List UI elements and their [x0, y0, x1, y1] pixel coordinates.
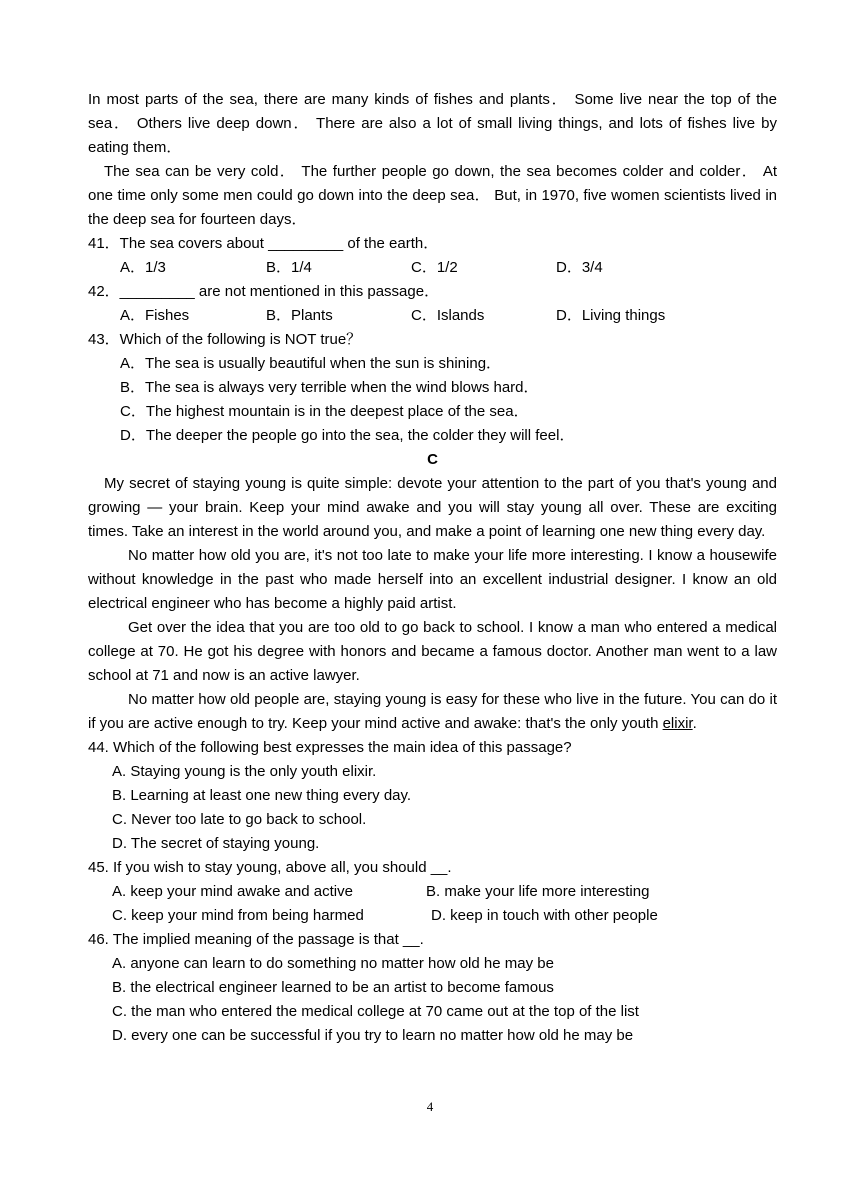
- passage-c-paragraph-1: My secret of staying young is quite simple: devote your attention to the part of you that's young and growing — your brain. Keep your mind awake and you will stay young all over. These are exciting times. Take an interest in the world around you, and make a point of learning one new thing every day.: [88, 475, 777, 540]
- question-45-options-row-2: [88, 904, 777, 928]
- question-44-option-d: D. The secret of staying young.: [112, 835, 320, 852]
- question-44-stem: 44. Which of the following best expresses the main idea of this passage?: [88, 739, 572, 756]
- question-46-stem: 46. The implied meaning of the passage is that __.: [88, 931, 424, 948]
- question-41-option-a: A．1/3: [120, 259, 166, 276]
- question-41-option-b: B．1/4: [266, 259, 312, 276]
- question-46-option-d: D. every one can be successful if you try to learn no matter how old he may be: [112, 1027, 634, 1044]
- question-42-option-a: A．Fishes: [120, 307, 190, 324]
- question-41-stem: 41．The sea covers about _________ of the earth．: [88, 235, 439, 252]
- question-43-stem: 43．Which of the following is NOT true？: [88, 331, 362, 348]
- page-content: [88, 88, 777, 1048]
- question-42-stem: 42．_________ are not mentioned in this passage．: [88, 283, 440, 300]
- question-45-option-a: A. keep your mind awake and active: [112, 883, 353, 900]
- question-45-option-d: D. keep in touch with other people: [431, 907, 658, 924]
- passage-c-paragraph-4-text: No matter how old people are, staying young is easy for these who live in the future. You can do it if you are active enough to try. Keep your mind active and awake: that's the only youth: [88, 691, 777, 732]
- question-42-option-d: D．Living things: [556, 307, 666, 324]
- question-42-options: [88, 304, 777, 328]
- question-45-option-b: B. make your life more interesting: [426, 883, 650, 900]
- passage-c-paragraph-4: [88, 688, 777, 736]
- question-43-option-a: A．The sea is usually beautiful when the sun is shining．: [120, 355, 502, 372]
- question-44-option-c: C. Never too late to go back to school.: [112, 811, 367, 828]
- question-43-option-d: D．The deeper the people go into the sea, the colder they will feel．: [120, 427, 575, 444]
- passage-c-paragraph-2: No matter how old you are, it's not too late to make your life more interesting. I know a housewife without knowledge in the past who made herself into an excellent industrial designer. I know an old electrical engineer who has become a highly paid artist.: [88, 547, 777, 612]
- page-number: 4: [426, 1099, 434, 1114]
- question-43-option-b: B．The sea is always very terrible when the wind blows hard．: [120, 379, 539, 396]
- question-42-option-b: B．Plants: [266, 307, 333, 324]
- passage-c-paragraph-3: Get over the idea that you are too old to go back to school. I know a man who entered a medical college at 70. He got his degree with honors and became a famous doctor. Another man went to a law school at 71 and now is an active lawyer.: [88, 619, 777, 684]
- question-46-option-b: B. the electrical engineer learned to be an artist to become famous: [112, 979, 554, 996]
- passage-c-paragraph-4-end: .: [692, 715, 697, 732]
- question-41-option-c: C．1/2: [411, 259, 458, 276]
- question-43-option-c: C．The highest mountain is in the deepest place of the sea．: [120, 403, 529, 420]
- question-46-option-a: A. anyone can learn to do something no matter how old he may be: [112, 955, 554, 972]
- question-41-option-d: D．3/4: [556, 259, 603, 276]
- question-44-option-a: A. Staying young is the only youth elixir.: [112, 763, 377, 780]
- elixir-underlined-word: elixir: [662, 715, 693, 732]
- question-45-stem: 45. If you wish to stay young, above all, you should __.: [88, 859, 452, 876]
- question-41-options: [88, 256, 777, 280]
- passage-b-paragraph-2: The sea can be very cold． The further people go down, the sea becomes colder and colder． At one time only some men could go down into the deep sea． But, in 1970, five women scientists lived in the deep sea for fourteen days．: [88, 163, 777, 228]
- question-45-option-c: C. keep your mind from being harmed: [112, 907, 364, 924]
- section-c-title: C: [427, 451, 438, 468]
- question-44-option-b: B. Learning at least one new thing every day.: [112, 787, 412, 804]
- passage-b-paragraph-1: In most parts of the sea, there are many kinds of fishes and plants． Some live near the top of the sea． Others live deep down． There are also a lot of small living things, and lots of fishes live by eating them．: [88, 91, 777, 156]
- question-45-options-row-1: [88, 880, 777, 904]
- question-46-option-c: C. the man who entered the medical college at 70 came out at the top of the list: [112, 1003, 639, 1020]
- question-42-option-c: C．Islands: [411, 307, 485, 324]
